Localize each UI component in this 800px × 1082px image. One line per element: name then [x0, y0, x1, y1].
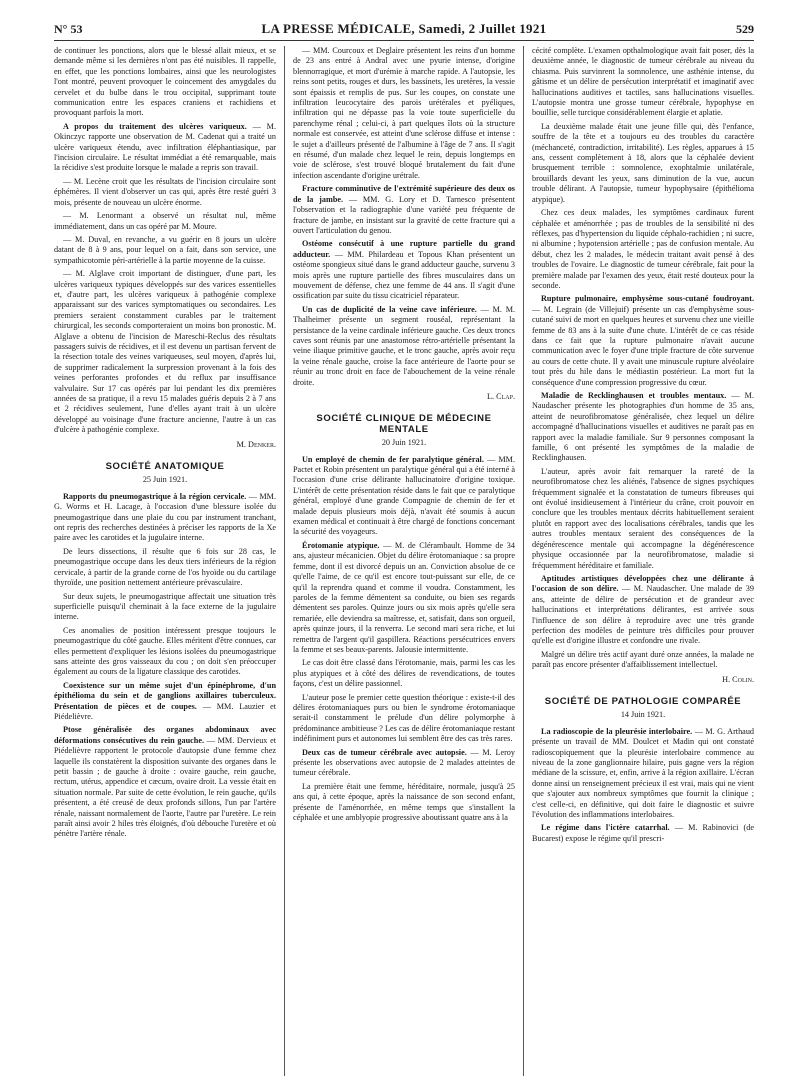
paragraph: La deuxième malade était une jeune fille qui, dès l'enfance, souffre de la tête et a toujours eu des troubles du caractère (méchanceté, contradiction, irritabilité). Les règles, apparues à 15 ans, cessent complètement à 18, alors que la céphalée devient brusquement terrible : somnolence, exophtalmie unilatérale, brouillards devant les yeux, sans diminution de la vue, aucun trouble délirant. A l'autopsie, tumeur hypophysaire (épithélioma atypique). [532, 121, 754, 204]
paragraph: — M. Lenormant a observé un résultat nul, même immédiatement, dans un cas opéré par M. Moure. [54, 211, 276, 231]
signature: M. Denker. [236, 439, 276, 449]
paragraph: L'auteur, après avoir fait remarquer la rareté de la neurofibromatose chez les aliénés, l'absence de signes psychiques fréquemment signalée et la constatation de tumeurs fibreuses qui ont évolué insidieusement à l'intérieur du crâne, croit pouvoir en conclure que les troubles mentaux décrits habituellement seraient plutôt en rapport avec des localisations cérébrales, tandis que les autres troubles mentaux seraient des conséquences de la dégénérescence mentale qui accompagne la dégénérescence physique occasionnée par la neurofibromatose, maladie si fréquemment héréditaire et familiale. [532, 466, 754, 570]
issue-number: N° 53 [54, 22, 83, 36]
article-body: — M. G. Arthaud présente un travail de MM. Doulcet et Madin qui ont constaté radioscopiquement que la pleurésie interlobaire commence au niveau de la zone ganglionnaire hilaire, puis gagne vers la région médiane de la scissure, et, enfin, arrive à la région axillaire. L'écran donne ainsi un renseignement précieux il est vrai, mais qui ne vient que s'ajouter aux nombreux symptômes que fournit la clinique ; c'est celle-ci, en définitive, qui doit faire le diagnostic et suivre l'évolution des inflammations interlobaires. [532, 726, 754, 820]
article-body: — M. Naudascher présente les photographies d'un homme de 35 ans, atteint de neurofibromatose généralisée, chez lequel un délire accompagné d'hallucinations visuelles et auditives ne paraît pas en rapport avec la maladie familiale. Sur 9 personnes composant la famille, 6 ont présenté les symptômes de la maladie de Recklinghausen. [532, 391, 754, 463]
article-body: — MM. Lauzier et Piédelièvre. [54, 701, 276, 721]
section-title: SOCIÉTÉ DE PATHOLOGIE COMPARÉE [544, 695, 742, 707]
article-body: — M. Okinczyc rapporte une observation de M. Cadenat qui a traité un ulcère variqueux étendu, avec infiltration éléphantiasique, par l'incision circulaire. Le résultat immédiat a été remarquable, mais la récidive s'est produite lorsque le malade a repris son travail. [54, 121, 276, 173]
article [293, 748, 515, 779]
article [54, 681, 276, 723]
article [54, 492, 276, 544]
page-header [54, 20, 754, 42]
paragraph: La première était une femme, héréditaire, normale, jusqu'à 25 ans qui, à cette époque, après la naissance de son second enfant, présente de l'aménorrhée, en même temps que s'installent la céphalée et une amblyopie progressive aboutissant quatre ans à la [293, 781, 515, 823]
article-title: A propos du traitement des ulcères variqueux. [63, 121, 247, 131]
article-body: — MM. G. Lory et D. Tarnesco présentent l'observation et la radiographie d'une variété peu fréquente de fracture de jambe, en insistant sur la gravité de cette fracture qui a ouvert l'articulation du genou. [293, 194, 515, 235]
article [532, 294, 754, 388]
paragraph: — MM. Courcoux et Deglaire présentent les reins d'un homme de 23 ans entré à Andral avec une pyurie intense, d'origine blennorragique, et mort d'urémie à marche rapide. A l'autopsie, les reins sont petits, rouges et durs, les bassinets, les uretères, la vessie sont épaissis et remplis de pus. Sur les coupes, on constate une infiltration leucocytaire des parois urétérales et pyéliques, infiltration qui ne dépasse pas la voie toute superficielle du parenchyme rénal ; celui-ci, à part quelques îlots où la structure normale est conservée, est atteint d'une sclérose diffuse et intense : le sujet a d'ailleurs présenté de l'albumine à l'âge de 7 ans. Il s'agit en résumé, d'un malade chez lequel le rein, depuis longtemps en voie de sclérose, s'est trouvé bloqué brutalement du fait d'une infection ascendante d'origine urétrale. [293, 46, 515, 180]
paragraph: Sur deux sujets, le pneumogastrique affectait une situation très superficielle puisqu'il cheminait à la face externe de la jugulaire interne. [54, 591, 276, 622]
article-title: Rupture pulmonaire, emphysème sous-cutané foudroyant. [541, 294, 754, 304]
article-body: — M. de Clérambault. Homme de 34 ans, ajusteur mécanicien. Objet du délire érotomaniaque : sa propre femme, dont il est divorcé depuis un an. Conviction absolue de ce qu'elle l'aime, de ce qu'il est encore tout-puissant sur elle, de ce qu'il la reprendra quand et comme il voudra. Constamment, les paroles de la femme démentent sa conduite, ou bien ses regards démentent ses paroles. Quinze jours ou six mois après qu'elle sera remariée, elle deviendra sa maîtresse, et, satisfait, dans son orgueil, après quinze jours, il la renverra. Le second mari sera riche, et lui remettra de l'argent qu'il gaspillera. Réactions persécutrices envers la femme et ses beaux-parents. Jalousie intermittente. [293, 540, 515, 654]
paragraph: — M. Lecène croit que les résultats de l'incision circulaire sont éphémères. Il vient d'observer un cas qui, après être resté guéri 3 mois, présente de nouveau un ulcère énorme. [54, 176, 276, 207]
article-body: — MM. Dervieux et Piédelièvre rapportent le protocole d'autopsie d'une femme chez laquelle ils constatèrent la disposition suivante des organes dans le petit bassin ; de gauche à droite : ovaire gauche, rein gauche, rectum, utérus, appendice et cæcum, ovaire droit. La vessie était en situation normale. Par suite de cette évolution, le rein gauche, qu'ils présentent, a été creusé de deux profonds sillons, l'un par l'artère rénale, naissant normalement de l'aorte, l'autre par l'uretère. Le rein paraît ainsi avoir 2 hiles très éloignés, d'où débouche l'uretère et où pénètre l'artère rénale. [54, 735, 276, 839]
section-date: 25 Juin 1921. [142, 475, 188, 485]
article [532, 823, 754, 844]
article-title: Coexistence sur un même sujet d'un épinéphrome, d'un épithélioma du sein et de ganglions axillaires tuberculeux. Présentation de pièces et de coupes. [54, 680, 276, 711]
article-body: — M. Naudascher. Une malade de 39 ans, atteinte de délire de persécution et de grandeur avec hallucinations et interprétations délirantes, est arrivée sous l'influence de son délire à reproduire avec une très grande perfection des modèles de peinture très difficiles pour prouver qu'elle est d'origine illustre et confondre une rivale. [532, 584, 754, 646]
column-2 [293, 46, 515, 1076]
article-title: La radioscopie de la pleurésie interlobaire. [541, 726, 693, 736]
article [293, 239, 515, 301]
article-title: Deux cas de tumeur cérébrale avec autopsie. [302, 747, 467, 757]
article [532, 574, 754, 647]
section-date: 14 Juin 1921. [620, 710, 666, 720]
article-body: — M. Rabinovici (de Bucarest) expose le régime qu'il prescri- [532, 823, 754, 843]
article [54, 725, 276, 839]
signature: H. Colin. [722, 674, 754, 684]
article-title: Ostéome consécutif à une rupture partielle du grand adducteur. [293, 239, 515, 259]
article [54, 122, 276, 174]
article [293, 455, 515, 538]
section-title: SOCIÉTÉ ANATOMIQUE [105, 461, 225, 473]
journal-title: LA PRESSE MÉDICALE, Samedi, 2 Juillet 1921 [261, 21, 547, 36]
paragraph: Ces anomalies de position intéressent presque toujours le pneumogastrique du côté gauche. Elles méritent d'être connues, car elles permettent d'expliquer les lésions isolées du pneumogastrique sans atteinte des gros vaisseaux du cou ; on doit s'en préoccuper également au cours de la ligature classique des carotides. [54, 625, 276, 677]
article-body: — MM. Pactet et Robin présentent un paralytique général qui a été interné à l'occasion d'une crise délirante hallucinatoire d'origine toxique. L'intérêt de cette présentation réside dans le fait que ce paralytique général, employé d'une grande Compagnie de chemin de fer et malade depuis plusieurs mois déjà, n'avait été soumis à aucun examen médical et continuait à être chargé de fonctions concernant la sécurité des voyageurs. [293, 454, 515, 537]
paragraph: cécité complète. L'examen opthalmologique avait fait poser, dès la deuxième année, le diagnostic de tumeur cérébrale au niveau du chiasma. Puis survinrent la somnolence, une asthénie intense, du gâtisme et un délire de persécution interprétatif et imaginatif avec hallucinations auditives et tactiles, sans hallucinations visuelles. L'autopsie montra une grosse tumeur cérébrale, hypophyse en bouillie, selle turcique considérablement élargie et aplatie. [532, 46, 754, 118]
article-title: Maladie de Recklinghausen et troubles mentaux. [541, 391, 727, 400]
article-title: Ptose généralisée des organes abdominaux avec déformations consécutives du rein gauche. [54, 725, 276, 745]
column-1 [54, 46, 276, 1076]
column-divider-2 [523, 46, 524, 1076]
article-body: — MM. Philardeau et Topous Khan présentent un ostéome spongieux situé dans le grand adducteur gauche, survenu 3 mois après une rupture partielle des fibres musculaires dans un mouvement de défense, chez une femme de 44 ans. Il s'agit d'une ossification par suite du tissu cicatriciel réparateur. [293, 249, 515, 301]
article-body: — MM. G. Worms et H. Lacage, à l'occasion d'une blessure isolée du pneumogastrique dans une plaie du cou par instrument tranchant, ont repris des recherches destinées à préciser les rapports de la Xe paire avec les carotides et la jugulaire interne. [54, 491, 276, 543]
article-title: Le régime dans l'ictère catarrhal. [541, 823, 670, 833]
article [532, 727, 754, 821]
article-body: — M. M. Thalheimer présente un segment rouséal, représentant la persistance de la veine cardinale inférieure gauche. Ces deux troncs caves sont réunis par une anastomose rétro-artérielle présentant la veine iliaque primitive gauche, et le tronc gauche, après avoir reçu la veine rénale gauche, croise la face antérieure de l'aorte pour se réunir au tronc droit en face de l'abouchement de la veine rénale droite. [293, 304, 515, 387]
paragraph: — M. Alglave croit important de distinguer, d'une part, les ulcères variqueux typiques développés sur des varices essentielles et, d'autre part, les ulcères variqueux à pathogénie complexe apparaissant sur des varices symptomatiques ou secondaires. Les premiers seraient constamment curables par le traitement chirurgical, les seconds comporteraient un moins bon pronostic. M. Alglave a obtenu de l'incision de Mareschi-Reclus des résultats passagers suivis de récidives, et il est devenu un partisan fervent de la résection totale des veines variqueuses, seul moyen, d'après lui, de supprimer radicalement la surpression provenant à la fois des veines perforantes profondes et du reflux par insuffisance valvulaire. Sur 17 cas opérés par lui pendant les dix premières années de sa pratique, il a revu 15 malades guéris depuis 2 à 7 ans et 2 récidives seulement, l'une d'elles ayant trait à un ulcère développé au voisinage d'une fracture ancienne, l'autre à un cas d'ulcère à pathogénie complexe. [54, 269, 276, 435]
article-title: Rapports du pneumogastrique à la région cervicale. [63, 491, 247, 501]
article-title: Un cas de duplicité de la veine cave inférieure. [302, 304, 477, 314]
article-title: Aptitudes artistiques développées chez une délirante à l'occasion de son délire. [532, 573, 754, 594]
column-divider-1 [284, 46, 285, 1076]
article [532, 391, 754, 464]
paragraph: De leurs dissections, il résulte que 6 fois sur 28 cas, le pneumogastrique occupe dans les deux tiers inférieurs de la région cervicale, à partir de la grande corne de l'os hyoïde ou du cartilage thyroïde, une position nettement antérieure prévasculaire. [54, 546, 276, 588]
article-title: Fracture comminutive de l'extrémité supérieure des deux os de la jambe. [293, 184, 515, 204]
paragraph: Chez ces deux malades, les symptômes cardinaux furent céphalée et aménorrhée ; pas de troubles de la sensibilité ni des réflexes, pas d'hypertension du liquide céphalo-rachidien ; ni sucre, ni albumine ; hypotension artérielle ; pas de confusion mentale. Au début, chez les 2 malades, le médecin traitant avait pensé à des troubles de l'ovaire. Le diagnostic de tumeur cérébrale, fait pour la première malade par l'examen des yeux, était resté douteux pour la seconde. [532, 208, 754, 290]
article-body: — M. Legrain (de Villejuif) présente un cas d'emphysème sous-cutané suivi de mort en quelques heures et survenu chez une vieille femme de 83 ans à la suite d'une chute. L'intérêt de ce cas réside dans ce fait que la rupture pulmonaire n'avait aucune communication avec le foyer d'une triple fracture de côte survenue au cours de cette chute. Il y avait une minuscule rupture alvéolaire tout près du hile dans le médiastin postérieur. La mort fut la conséquence d'une compression progressive du cœur. [532, 304, 754, 387]
paragraph: Le cas doit être classé dans l'érotomanie, mais, parmi les cas les plus atypiques et à côté des délires de revendications, de toutes façons, c'est un délire passionnel. [293, 658, 515, 689]
paragraph: — M. Duval, en revanche, a vu guérir en 8 jours un ulcère datant de 8 à 9 ans, pour lequel on a fait, dans son service, une sympathicotomie péri-artérielle à la partie moyenne de la cuisse. [54, 234, 276, 265]
page-number: 529 [736, 22, 754, 36]
column-3 [532, 46, 754, 1076]
article-body: — M. Leroy présente les observations avec autopsie de 2 malades atteintes de tumeur cérébrale. [293, 747, 515, 778]
signature: L. Clap. [487, 392, 515, 401]
article-title: Érotomanie atypique. [302, 540, 380, 550]
header-rule [54, 40, 754, 41]
section-date: 20 Juin 1921. [381, 438, 427, 448]
article [293, 305, 515, 388]
paragraph: de continuer les ponctions, alors que le blessé allait mieux, et se demande même si les dernières n'ont pas été nuisibles. Il rappelle, en effet, que les ponctions lombaires, ainsi que les neurologistes l'ont montré, peuvent provoquer le coincement des amygdales du cervelet et du bulbe dans le trou occipital, supprimant toute communication entre les espaces craniens et rachidiens et provoquant parfois la mort. [54, 46, 276, 118]
paragraph: L'auteur pose le premier cette question théorique : existe-t-il des délires érotomaniaques purs ou bien le syndrome érotomaniaque serait-il constamment le prélude d'un délire polymorphe à prédominance ambitieuse ? Les cas de délire érotomaniaque restant indéfiniment purs et autonomes lui semblent être des cas très rares. [293, 692, 515, 744]
article [293, 541, 515, 655]
article [293, 184, 515, 236]
paragraph: Malgré un délire très actif ayant duré onze années, la malade ne paraît pas encore présenter d'affaiblissement intellectuel. [532, 649, 754, 670]
section-title: SOCIÉTÉ CLINIQUE DE MÉDECINE MENTALE [316, 413, 492, 435]
article-title: Un employé de chemin de fer paralytique général. [302, 454, 484, 464]
